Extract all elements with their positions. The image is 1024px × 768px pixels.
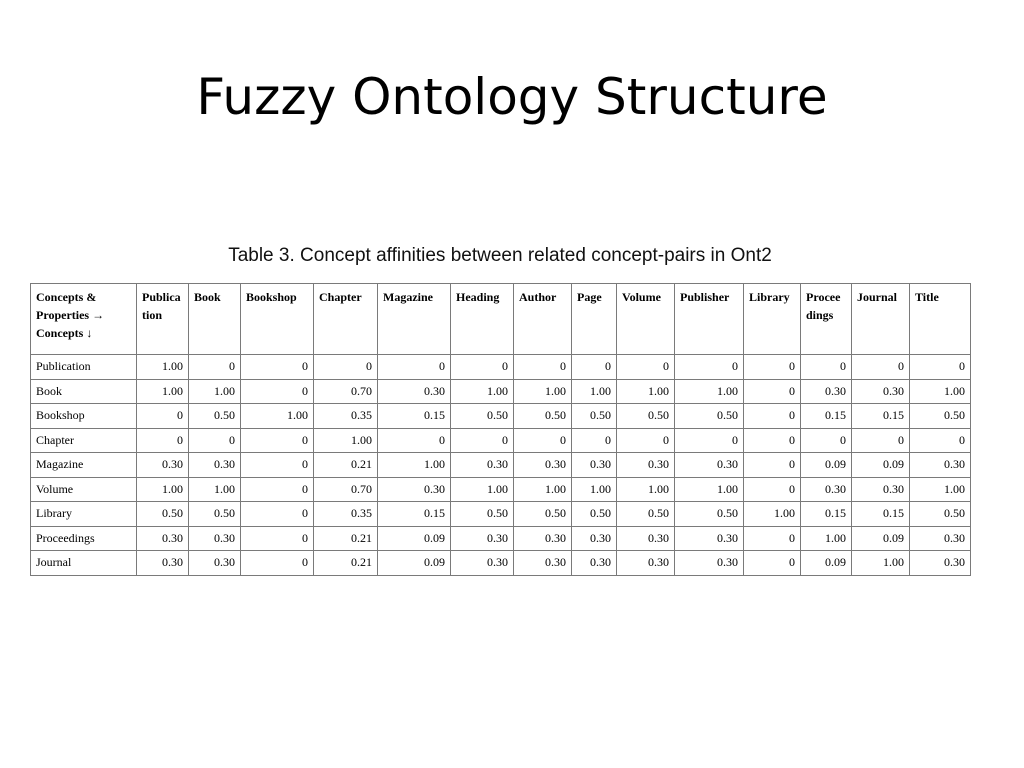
affinity-cell: 1.00 (514, 477, 572, 502)
affinity-cell: 0 (852, 428, 910, 453)
affinity-cell: 0 (617, 355, 675, 380)
affinity-cell: 0 (572, 428, 617, 453)
column-header: Page (572, 284, 617, 355)
affinity-cell: 0 (241, 379, 314, 404)
affinity-cell: 0 (189, 355, 241, 380)
affinity-cell: 0.15 (378, 404, 451, 429)
affinity-cell: 1.00 (314, 428, 378, 453)
affinity-cell: 0 (617, 428, 675, 453)
affinity-cell: 0.09 (801, 551, 852, 576)
affinity-cell: 0 (744, 379, 801, 404)
affinity-cell: 0.50 (514, 404, 572, 429)
affinity-cell: 0.21 (314, 551, 378, 576)
affinity-cell: 0.30 (514, 526, 572, 551)
affinity-cell: 0 (801, 355, 852, 380)
affinity-cell: 0.30 (137, 526, 189, 551)
row-label: Proceedings (31, 526, 137, 551)
affinity-cell: 0 (241, 526, 314, 551)
column-header: Proceedings (801, 284, 852, 355)
slide-title: Fuzzy Ontology Structure (196, 68, 828, 126)
affinity-cell: 0.30 (514, 551, 572, 576)
affinity-cell: 0.09 (378, 551, 451, 576)
column-header: Publication (137, 284, 189, 355)
column-header: Book (189, 284, 241, 355)
affinity-cell: 0.30 (617, 526, 675, 551)
affinity-cell: 1.00 (910, 379, 971, 404)
affinity-cell: 0.15 (378, 502, 451, 527)
affinity-cell: 0.70 (314, 477, 378, 502)
affinity-cell: 0 (801, 428, 852, 453)
column-header: Heading (451, 284, 514, 355)
affinity-cell: 0.35 (314, 502, 378, 527)
column-header: Title (910, 284, 971, 355)
affinity-cell: 0 (314, 355, 378, 380)
affinity-cell: 0 (514, 355, 572, 380)
affinity-cell: 0.21 (314, 526, 378, 551)
affinity-cell: 0 (189, 428, 241, 453)
affinity-cell: 0.30 (675, 526, 744, 551)
affinity-cell: 0 (378, 355, 451, 380)
affinity-cell: 1.00 (137, 477, 189, 502)
affinity-cell: 0.50 (189, 502, 241, 527)
row-label: Library (31, 502, 137, 527)
table-row (31, 428, 971, 453)
affinity-cell: 0 (675, 355, 744, 380)
affinity-cell: 0 (744, 428, 801, 453)
corner-header-line: Properties → (36, 308, 105, 322)
affinity-cell: 1.00 (137, 379, 189, 404)
affinity-cell: 0 (910, 355, 971, 380)
affinity-cell: 0 (744, 526, 801, 551)
affinity-cell: 0.30 (675, 453, 744, 478)
affinity-cell: 0.50 (572, 502, 617, 527)
affinity-cell: 0.30 (189, 551, 241, 576)
affinity-cell: 0 (378, 428, 451, 453)
table-header-row (31, 284, 971, 355)
row-label: Book (31, 379, 137, 404)
affinity-cell: 0.15 (852, 404, 910, 429)
column-header: Chapter (314, 284, 378, 355)
affinity-cell: 0.30 (801, 379, 852, 404)
affinity-cell: 1.00 (514, 379, 572, 404)
affinity-cell: 0 (675, 428, 744, 453)
column-header: Bookshop (241, 284, 314, 355)
affinity-cell: 0 (137, 428, 189, 453)
affinity-cell: 0 (241, 453, 314, 478)
column-header: Magazine (378, 284, 451, 355)
affinity-cell: 0.30 (801, 477, 852, 502)
affinity-cell: 1.00 (744, 502, 801, 527)
affinity-cell: 0.30 (852, 379, 910, 404)
affinity-cell: 0 (241, 551, 314, 576)
affinity-cell: 0.30 (189, 526, 241, 551)
affinity-cell: 0.09 (378, 526, 451, 551)
row-label: Journal (31, 551, 137, 576)
affinity-cell: 0.30 (910, 526, 971, 551)
affinity-cell: 0.30 (451, 453, 514, 478)
affinity-cell: 0.09 (852, 453, 910, 478)
affinity-cell: 0.09 (852, 526, 910, 551)
row-label: Publication (31, 355, 137, 380)
affinity-cell: 1.00 (572, 379, 617, 404)
affinity-cell: 0.15 (852, 502, 910, 527)
affinity-cell: 0.30 (514, 453, 572, 478)
affinity-cell: 1.00 (675, 477, 744, 502)
affinity-cell: 1.00 (801, 526, 852, 551)
concept-affinity-table (30, 283, 971, 576)
affinity-cell: 0.30 (675, 551, 744, 576)
affinity-cell: 1.00 (451, 477, 514, 502)
affinity-cell: 1.00 (572, 477, 617, 502)
affinity-cell: 1.00 (852, 551, 910, 576)
affinity-cell: 1.00 (189, 477, 241, 502)
column-header: Journal (852, 284, 910, 355)
affinity-cell: 0 (572, 355, 617, 380)
affinity-cell: 0.30 (451, 551, 514, 576)
affinity-cell: 0.30 (572, 551, 617, 576)
affinity-cell: 0 (744, 355, 801, 380)
affinity-cell: 0.30 (378, 477, 451, 502)
affinity-cell: 0.50 (514, 502, 572, 527)
corner-header-line: Concepts & (36, 290, 97, 304)
row-label: Bookshop (31, 404, 137, 429)
column-header: Volume (617, 284, 675, 355)
affinity-cell: 0.30 (189, 453, 241, 478)
affinity-cell: 0.15 (801, 502, 852, 527)
affinity-cell: 0 (137, 404, 189, 429)
affinity-cell: 0.30 (910, 453, 971, 478)
affinity-cell: 0.50 (189, 404, 241, 429)
affinity-cell: 1.00 (910, 477, 971, 502)
table-row (31, 404, 971, 429)
affinity-cell: 1.00 (189, 379, 241, 404)
affinity-cell: 0.30 (572, 526, 617, 551)
affinity-cell: 0.50 (910, 404, 971, 429)
affinity-cell: 1.00 (617, 379, 675, 404)
affinity-cell: 0.21 (314, 453, 378, 478)
affinity-cell: 0.50 (137, 502, 189, 527)
table-row (31, 379, 971, 404)
affinity-cell: 0.70 (314, 379, 378, 404)
affinity-cell: 0 (451, 428, 514, 453)
affinity-cell: 0 (241, 355, 314, 380)
affinity-cell: 1.00 (378, 453, 451, 478)
affinity-cell: 0.30 (572, 453, 617, 478)
row-label: Magazine (31, 453, 137, 478)
affinity-cell: 0 (514, 428, 572, 453)
affinity-cell: 1.00 (241, 404, 314, 429)
affinity-cell: 0 (910, 428, 971, 453)
affinity-cell: 0.30 (137, 453, 189, 478)
affinity-cell: 0.30 (852, 477, 910, 502)
affinity-cell: 1.00 (137, 355, 189, 380)
affinity-cell: 0.50 (617, 404, 675, 429)
column-header: Author (514, 284, 572, 355)
table-row (31, 355, 971, 380)
affinity-cell: 0.50 (451, 404, 514, 429)
affinity-cell: 0 (241, 428, 314, 453)
corner-header-line: Concepts ↓ (36, 326, 93, 340)
affinity-cell: 0.30 (910, 551, 971, 576)
affinity-cell: 0 (241, 502, 314, 527)
affinity-cell: 0 (451, 355, 514, 380)
affinity-cell: 0.09 (801, 453, 852, 478)
affinity-cell: 0 (744, 551, 801, 576)
affinity-cell: 0.30 (617, 551, 675, 576)
affinity-cell: 0 (241, 477, 314, 502)
affinity-cell: 0 (744, 453, 801, 478)
affinity-cell: 0.50 (910, 502, 971, 527)
affinity-cell: 0 (744, 477, 801, 502)
affinity-cell: 0.30 (378, 379, 451, 404)
affinity-cell: 1.00 (675, 379, 744, 404)
affinity-cell: 1.00 (617, 477, 675, 502)
affinity-cell: 0 (852, 355, 910, 380)
table-row (31, 453, 971, 478)
affinity-cell: 1.00 (451, 379, 514, 404)
column-header: Publisher (675, 284, 744, 355)
affinity-cell: 0.50 (675, 404, 744, 429)
affinity-cell: 0 (744, 404, 801, 429)
affinity-cell: 0.50 (675, 502, 744, 527)
table-row (31, 477, 971, 502)
affinity-cell: 0.30 (451, 526, 514, 551)
affinity-cell: 0.30 (137, 551, 189, 576)
table-caption: Table 3. Concept affinities between related concept-pairs in Ont2 (228, 245, 772, 266)
row-label: Chapter (31, 428, 137, 453)
affinity-cell: 0.35 (314, 404, 378, 429)
affinity-cell: 0.50 (572, 404, 617, 429)
row-label: Volume (31, 477, 137, 502)
table-row (31, 551, 971, 576)
affinity-cell: 0.30 (617, 453, 675, 478)
column-header: Library (744, 284, 801, 355)
table-row (31, 502, 971, 527)
table-row (31, 526, 971, 551)
table-body (31, 355, 971, 576)
affinity-cell: 0.50 (451, 502, 514, 527)
table-corner-header (31, 284, 137, 355)
affinity-cell: 0.15 (801, 404, 852, 429)
affinity-cell: 0.50 (617, 502, 675, 527)
